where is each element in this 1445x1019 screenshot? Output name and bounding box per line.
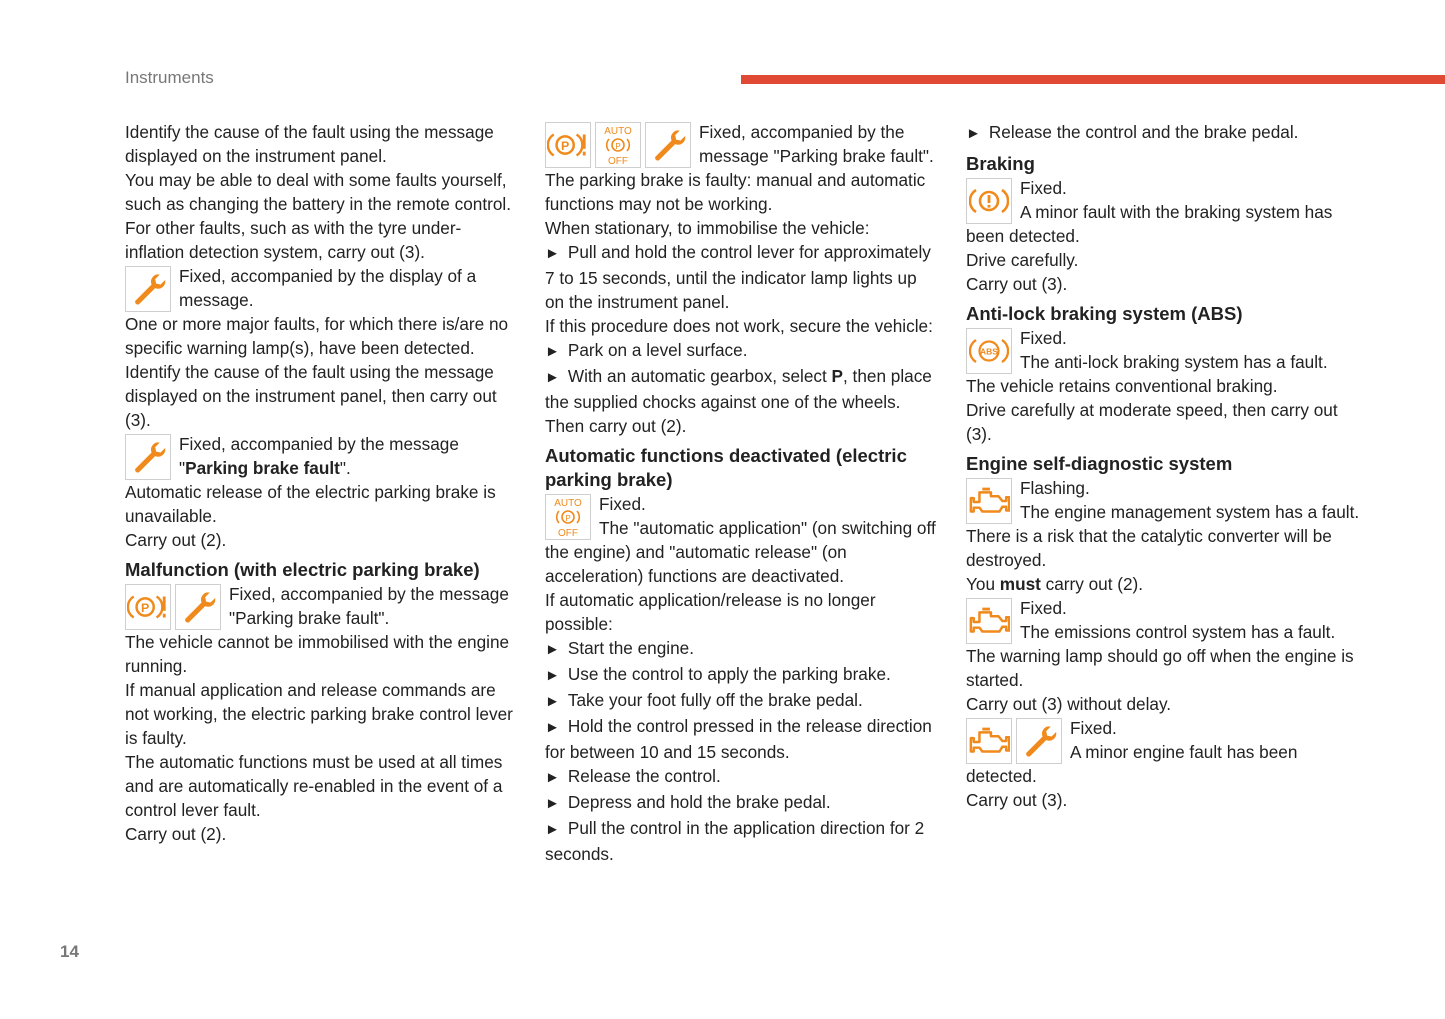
warning-text-bold: Parking brake fault [185,458,340,478]
header-accent-bar [741,75,1445,84]
auto-parking-off-icon [545,494,591,540]
svg-text:P: P [565,514,571,523]
bullet-item: ► Release the control. [545,764,940,790]
warning-text: Fixed, accompanied by the message "Parking brake fault". [229,584,509,628]
warning-text: ". [339,458,351,478]
warning-entry [966,716,1361,788]
warning-entry [966,596,1361,644]
warning-text: The engine management system has a fault. [1020,502,1360,522]
service-wrench-icon [125,434,171,480]
bullet-item: ► Pull and hold the control lever for approximately 7 to 15 seconds, until the indicator lamp lights up on the instrument panel. [545,240,940,314]
bullet-item: ► Release the control and the brake pedal. [966,120,1361,146]
warning-entry [966,176,1361,248]
engine-warning-icon [966,718,1012,764]
warning-text: A minor fault with the braking system has been detected. [966,202,1333,246]
abs-warning-icon [966,328,1012,374]
warning-text: The "automatic application" (on switching off the engine) and "automatic release" (on acceleration) functions are deactivated. [545,518,936,586]
warning-entry [545,120,940,168]
warning-text: The emissions control system has a fault. [1020,622,1336,642]
paragraph: If automatic application/release is no longer possible: [545,590,876,634]
bullet-item: ► Use the control to apply the parking brake. [545,662,940,688]
warning-text: Fixed. [1020,178,1067,198]
warning-entry [125,582,520,630]
paragraph: The vehicle retains conventional braking. [966,376,1278,396]
abs-label: ABS [980,346,998,357]
paragraph: Carry out (3). [966,790,1068,810]
brake-warning-icon [966,178,1012,224]
parking-brake-fault-icon [545,122,591,168]
bullet-item [545,364,940,414]
auto-label: AUTO [604,126,632,137]
bullet-text: With an automatic gearbox, select [567,366,832,386]
engine-warning-icon [966,598,1012,644]
paragraph: Then carry out (2). [545,416,687,436]
paragraph: The vehicle cannot be immobilised with the engine running. [125,632,510,676]
paragraph-text: carry out (2). [1040,574,1144,594]
engine-warning-icon [966,478,1012,524]
bullet-text: , then place the supplied chocks against one of the wheels. [545,366,932,412]
warning-text: Fixed. [599,494,646,514]
paragraph: Identify the cause of the fault using the message displayed on the instrument panel. [125,122,494,166]
warning-text: The anti-lock braking system has a fault. [1020,352,1328,372]
column-2 [545,120,940,866]
section-heading: Malfunction (with electric parking brake) [125,559,480,580]
warning-entry [125,264,520,312]
paragraph: The parking brake is faulty: manual and automatic functions may not be working. [545,170,926,214]
warning-entry [125,432,520,480]
warning-text: Flashing. [1020,478,1090,498]
bullet-item: ► Hold the control pressed in the release direction for between 10 and 15 seconds. [545,714,940,764]
section-title: Instruments [125,68,214,87]
warning-text: Fixed, accompanied by the message "Parking brake fault". [699,122,934,166]
paragraph-text-bold: must [999,574,1041,594]
paragraph: One or more major faults, for which there is/are no specific warning lamp(s), have been detected. [125,314,509,358]
paragraph: Carry out (2). [125,530,227,550]
section-heading: Anti-lock braking system (ABS) [966,303,1243,324]
warning-text: Fixed. [1070,718,1117,738]
paragraph: Automatic release of the electric parking brake is unavailable. [125,482,496,526]
warning-text: Fixed. [1020,328,1067,348]
paragraph: Drive carefully at moderate speed, then carry out (3). [966,400,1338,444]
paragraph: The warning lamp should go off when the engine is started. [966,646,1354,690]
bullet-item: ► Depress and hold the brake pedal. [545,790,940,816]
paragraph: For other faults, such as with the tyre under-inflation detection system, carry out (3). [125,218,462,262]
warning-entry [966,326,1361,374]
section-heading: Braking [966,153,1035,174]
bullet-item: ► Pull the control in the application direction for 2 seconds. [545,816,940,866]
paragraph: Identify the cause of the fault using the message displayed on the instrument panel, then carry out (3). [125,362,497,430]
paragraph-text: You [966,574,1000,594]
paragraph: Carry out (3) without delay. [966,694,1172,714]
section-heading: Engine self-diagnostic system [966,453,1233,474]
off-label: OFF [608,156,628,167]
off-label: OFF [558,528,578,539]
paragraph [966,572,1361,596]
warning-entry [966,476,1361,524]
service-wrench-icon [645,122,691,168]
parking-brake-fault-icon [125,584,171,630]
paragraph: When stationary, to immobilise the vehicle: [545,218,870,238]
warning-text: A minor engine fault has been detected. [966,742,1298,786]
paragraph: If this procedure does not work, secure the vehicle: [545,316,933,336]
column-1 [125,120,520,846]
auto-label: AUTO [554,498,582,509]
service-wrench-icon [1016,718,1062,764]
section-heading: Automatic functions deactivated (electric parking brake) [545,445,907,490]
paragraph: You may be able to deal with some faults yourself, such as changing the battery in the remote control. [125,170,511,214]
page-number: 14 [60,942,79,961]
bullet-item: ► Take your foot fully off the brake pedal. [545,688,940,714]
paragraph: Carry out (2). [125,824,227,844]
warning-text: Fixed. [1020,598,1067,618]
warning-text: Fixed, accompanied by the message " [179,434,459,478]
gear-p-label: P [831,366,843,386]
bullet-item: ► Start the engine. [545,636,940,662]
service-wrench-icon [125,266,171,312]
paragraph: Drive carefully. [966,250,1079,270]
paragraph: The automatic functions must be used at all times and are automatically re-enabled in the event of a control lever fault. [125,752,503,820]
service-wrench-icon [175,584,221,630]
warning-text: Fixed, accompanied by the display of a message. [179,266,477,310]
paragraph: Carry out (3). [966,274,1068,294]
column-3 [966,120,1361,812]
auto-parking-off-icon [595,122,641,168]
paragraph: If manual application and release commands are not working, the electric parking brake control lever is faulty. [125,680,513,748]
bullet-item: ► Park on a level surface. [545,338,940,364]
warning-entry [545,492,940,588]
paragraph: There is a risk that the catalytic converter will be destroyed. [966,526,1332,570]
svg-text:P: P [615,142,621,151]
